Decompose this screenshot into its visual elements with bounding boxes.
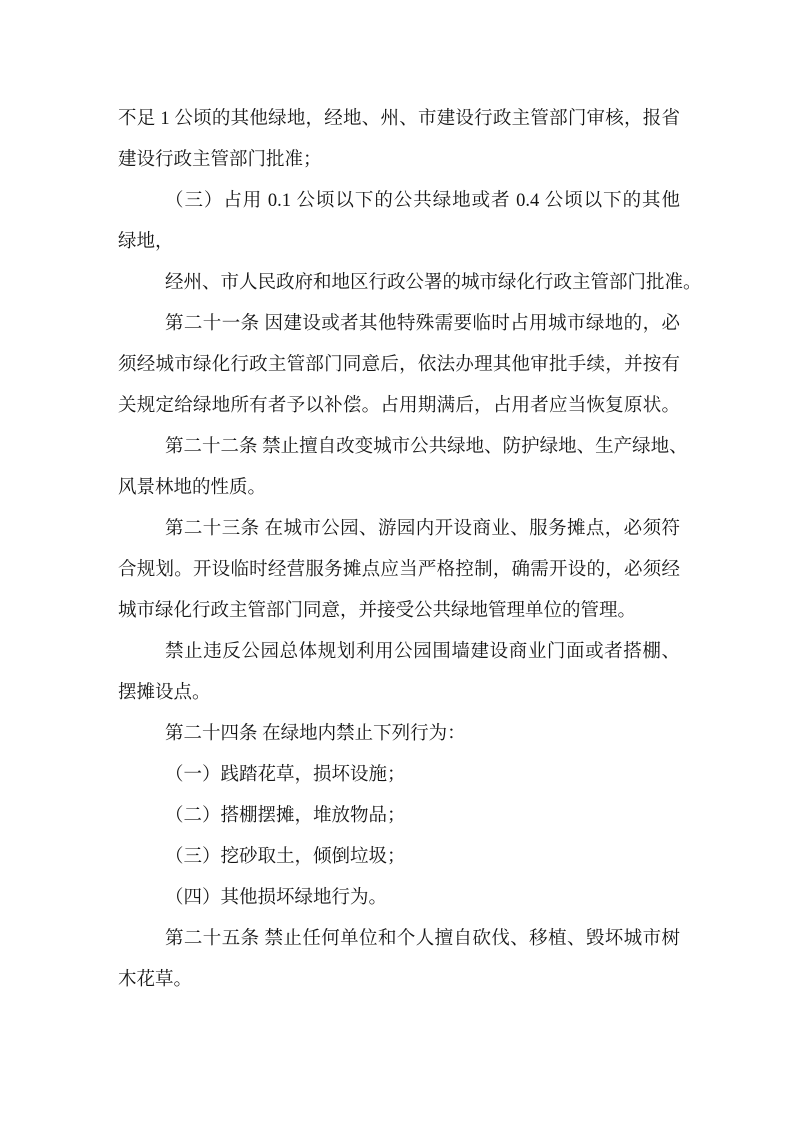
document-line: （一）践踏花草，损坏设施；: [165, 765, 406, 785]
document-line: 合规划。开设临时经营服务摊点应当严格控制，确需开设的，必须经: [118, 560, 680, 580]
document-line: （三）占用 0.1 公顷以下的公共绿地或者 0.4 公顷以下的其他: [165, 191, 680, 211]
document-line: 第二十二条 禁止擅自改变城市公共绿地、防护绿地、生产绿地、: [165, 437, 688, 457]
document-line: 风景林地的性质。: [118, 478, 267, 498]
document-line: 经州、市人民政府和地区行政公署的城市绿化行政主管部门批准。: [165, 273, 702, 293]
document-line: 第二十三条 在城市公园、游园内开设商业、服务摊点，必须符: [165, 519, 680, 539]
document-line: 须经城市绿化行政主管部门同意后，依法办理其他审批手续，并按有: [118, 355, 680, 375]
document-line: 禁止违反公园总体规划利用公园围墙建设商业门面或者搭棚、: [165, 642, 680, 662]
document-line: （二）搭棚摆摊，堆放物品；: [165, 806, 406, 826]
document-line: 绿地，: [118, 232, 174, 252]
document-line: 第二十一条 因建设或者其他特殊需要临时占用城市绿地的，必: [165, 314, 680, 334]
document-line: 城市绿化行政主管部门同意，并接受公共绿地管理单位的管理。: [118, 601, 637, 621]
document-line: 不足 1 公顷的其他绿地，经地、州、市建设行政主管部门审核，报省: [118, 109, 680, 129]
document-line: （三）挖砂取土，倾倒垃圾；: [165, 847, 406, 867]
document-line: （四）其他损坏绿地行为。: [165, 888, 388, 908]
document-line: 建设行政主管部门批准；: [118, 150, 322, 170]
document-line: 木花草。: [118, 970, 193, 990]
document-body: [118, 99, 702, 1001]
document-line: 摆摊设点。: [118, 683, 211, 703]
document-line: 关规定给绿地所有者予以补偿。占用期满后，占用者应当恢复原状。: [118, 396, 680, 416]
document-line: 第二十四条 在绿地内禁止下列行为：: [165, 724, 466, 744]
document-line: 第二十五条 禁止任何单位和个人擅自砍伐、移植、毁坏城市树: [165, 929, 680, 949]
